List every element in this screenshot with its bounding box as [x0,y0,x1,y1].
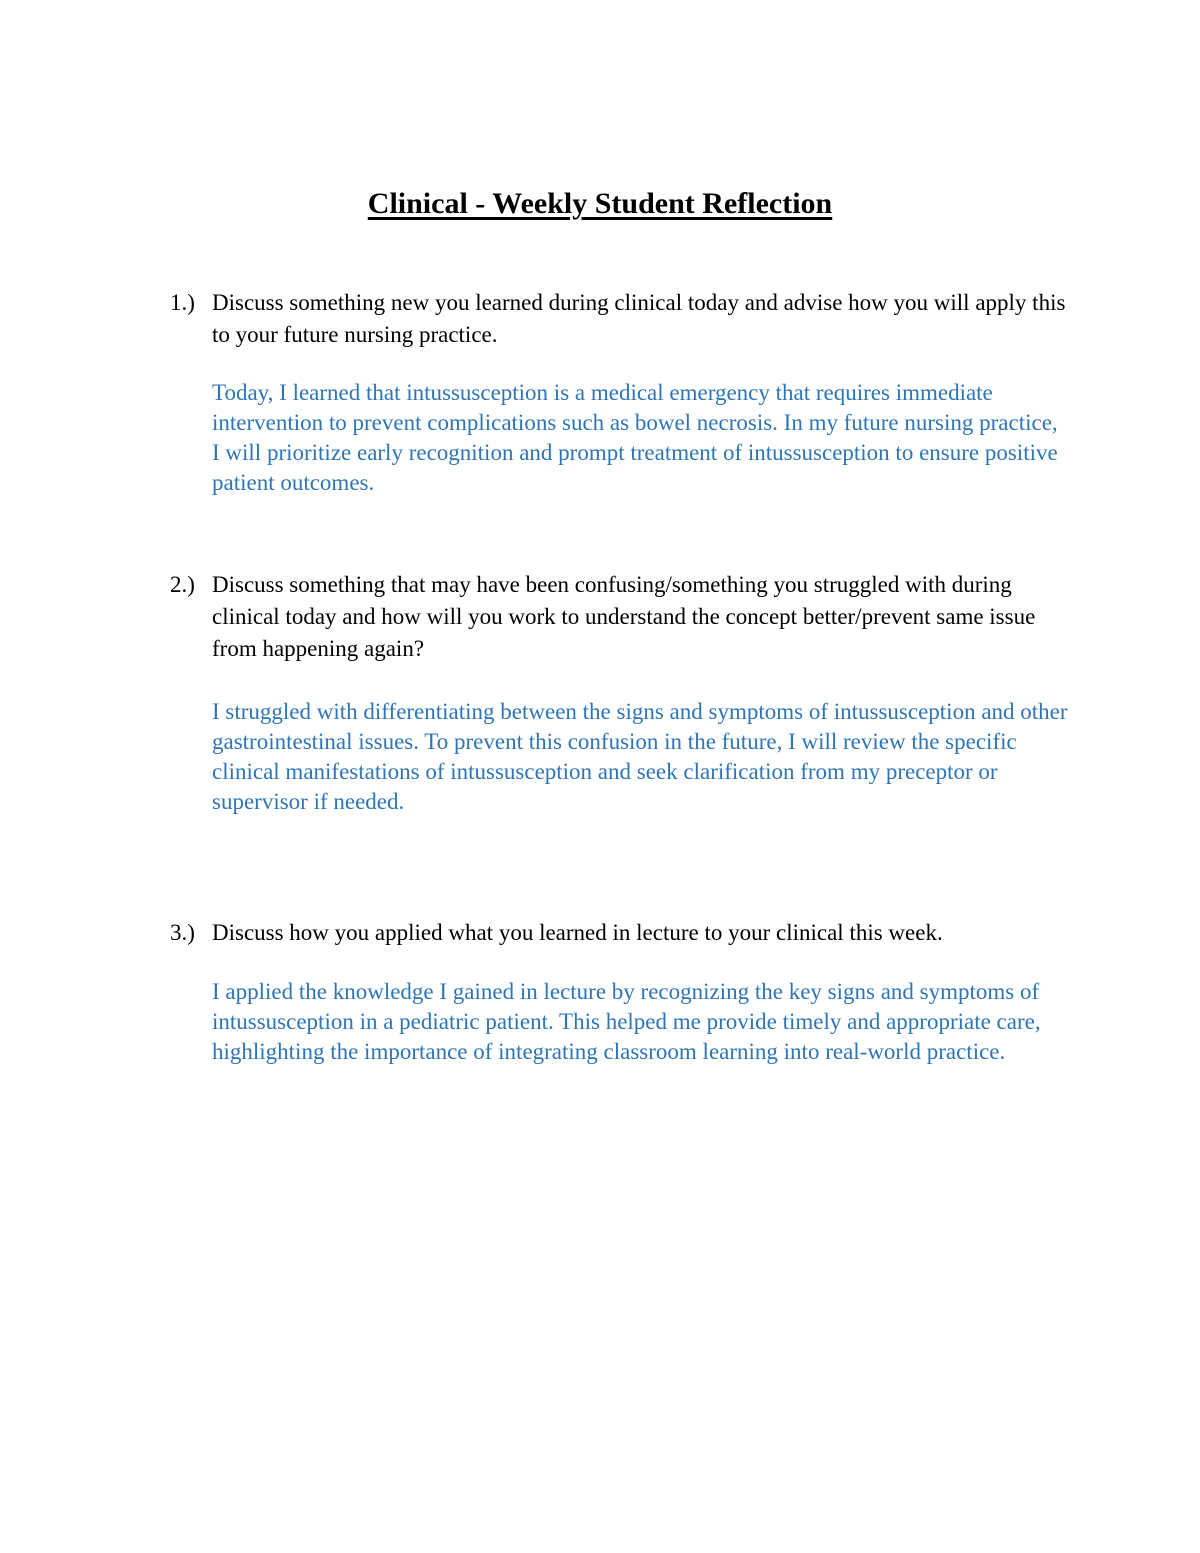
question-text: Discuss something that may have been confusing/something you struggled with during clinical today and how will you work to understand the concept better/prevent same issue from happening again? [212,572,1036,661]
answer-1: Today, I learned that intussusception is a medical emergency that requires immediate intervention to prevent complications such as bowel necrosis. In my future nursing practice, I will prioritize early recognition and prompt treatment of intussusception to ensure positive patient outcomes. [212,380,1058,495]
question-number: 2.) [170,572,195,597]
answer-3: I applied the knowledge I gained in lecture by recognizing the key signs and symptoms of intussusception in a pediatric patient. This helped me provide timely and appropriate care, highlighting the importance of integrating classroom learning into real-world practice. [212,979,1041,1064]
question-1 [170,287,1070,351]
question-number: 1.) [170,290,195,315]
question-2 [170,569,1070,665]
answer-2: I struggled with differentiating between the signs and symptoms of intussusception and other gastrointestinal issues. To prevent this confusion in the future, I will review the specific clinical manifestations of intussusception and seek clarification from my preceptor or supervisor if needed. [212,699,1068,814]
question-text: Discuss something new you learned during clinical today and advise how you will apply this to your future nursing practice. [212,290,1066,347]
question-3 [170,917,1070,949]
document-title: Clinical - Weekly Student Reflection [367,187,833,220]
question-number: 3.) [170,920,195,945]
question-text: Discuss how you applied what you learned in lecture to your clinical this week. [212,920,943,945]
